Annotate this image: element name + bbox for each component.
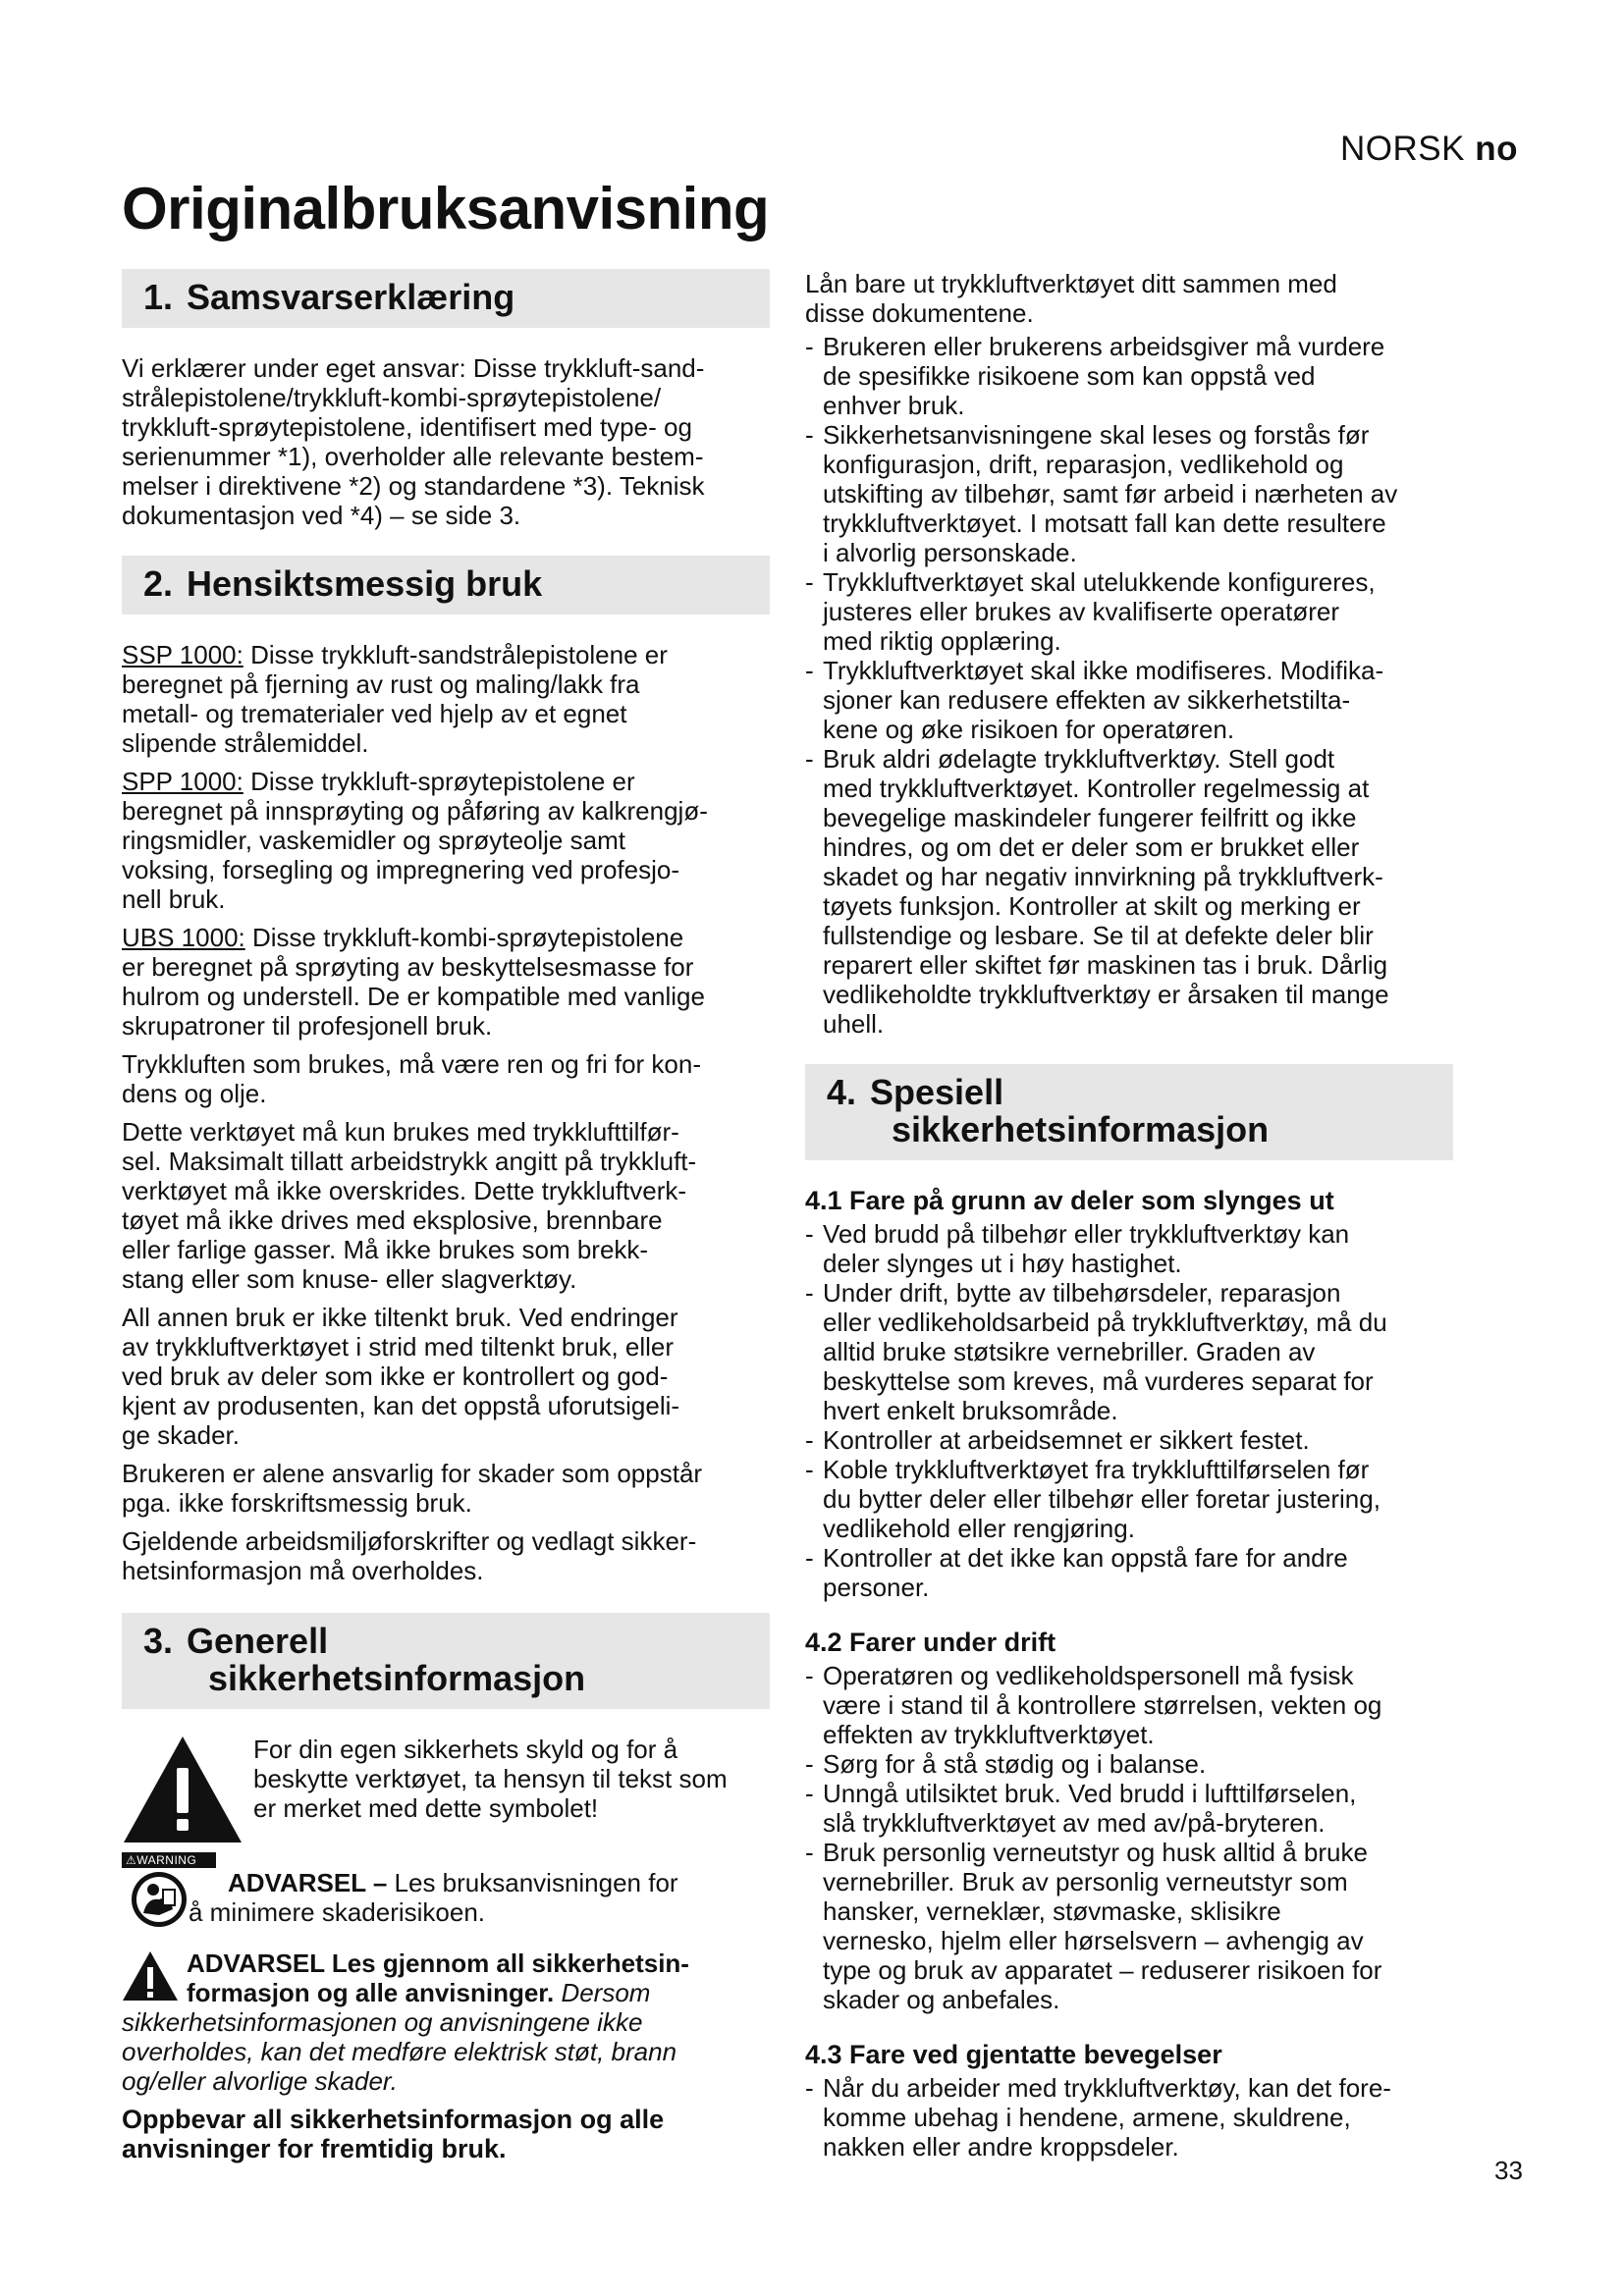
section-2-heading	[122, 556, 770, 614]
symbol-explanation-text: For din egen sikkerhets skyld og for å beskytte verktøyet, ta hensyn til tekst som er merket med dette symbolet!	[253, 1735, 728, 1823]
page-title: Originalbruksanvisning	[122, 176, 770, 241]
spp-model-label: SPP 1000:	[122, 767, 244, 796]
section-number: 1.	[143, 277, 174, 317]
subsection-4-1-heading: 4.1 Fare på grunn av deler som slynges ut	[805, 1186, 1334, 1215]
lending-note: Lån bare ut trykkluftverktøyet ditt sammen med disse dokumentene.	[805, 269, 1337, 328]
list-item: - Sørg for å stå stødig og i balanse.	[805, 1749, 1453, 1779]
operation-hazards-list	[805, 1661, 1453, 2014]
subsection-4-3-heading: 4.3 Fare ved gjentatte bevegelser	[805, 2040, 1222, 2069]
list-item: - Trykkluftverktøyet skal ikke modifiseres. Modifika- sjoner kan redusere effekten av sikkerhetstilta- kene og øke risikoen for operatøren.	[805, 656, 1453, 744]
manual-reader-icon	[130, 1870, 189, 1929]
spp-paragraph: SPP 1000: Disse trykkluft-sprøytepistolene er beregnet på innsprøyting og påføring av kalkrengjø- ringsmidler, vaskemidler og sprøyteolje samt voksing, forsegling og impregnering ved profesjo- nell bruk.	[122, 767, 708, 914]
read-manual-warning	[122, 1852, 770, 1935]
page-number: 33	[1494, 2156, 1523, 2185]
list-item: - Bruk aldri ødelagte trykkluftverktøy. Stell godt med trykkluftverktøyet. Kontroller regelmessig at bevegelige maskindeler fungerer feilfritt og ikke hindres, og om det er deler som er brukket eller skadet og har negativ innvirkning på trykkluftverk- tøyets funksjon. Kontroller at skilt og merking er fullstendige og lesbare. Se til at defekte deler blir reparert eller skiftet før maskinen tas i bruk. Dårlig vedlikeholdte trykkluftverktøy er årsaken til mange uhell.	[805, 744, 1453, 1039]
list-item: - Sikkerhetsanvisningene skal leses og forstås før konfigurasjon, drift, reparasjon, vedlikehold og utskifting av tilbehør, samt før arbeid i nærheten av trykkluftverktøyet. I motsatt fall kan dette resultere i alvorlig personskade.	[805, 420, 1453, 567]
language-indicator	[1340, 130, 1518, 169]
ubs-model-label: UBS 1000:	[122, 923, 245, 952]
warning-triangle-small-icon	[122, 1950, 179, 2002]
section-title-line-2: sikkerhetsinformasjon	[892, 1109, 1270, 1149]
list-item: - Ved brudd på tilbehør eller trykkluftverktøy kan deler slynges ut i høy hastighet.	[805, 1219, 1453, 1278]
declaration-text: Vi erklærer under eget ansvar: Disse trykkluft-sand- strålepistolene/trykkluft-kombi-sprøytepistolene/ trykkluft-sprøytepistolene, identifisert med type- og serienummer *1), overholder alle relevante bestem- melser i direktivene *2) og standardene *3). Teknisk dokumentasjon ved *4) – se side 3.	[122, 353, 705, 530]
unintended-use-paragraph: All annen bruk er ikke tiltenkt bruk. Ved endringer av trykkluftverktøyet i strid med tiltenkt bruk, eller ved bruk av deler som ikke er kontrollert og god- kjent av produsenten, kan det oppstå uforutsigeli- ge skader.	[122, 1303, 680, 1450]
list-item: - Koble trykkluftverktøyet fra trykklufttilførselen før du bytter deler eller tilbehør eller foretar justering, vedlikehold eller rengjøring.	[805, 1455, 1453, 1543]
read-all-warning: ADVARSEL Les gjennom all sikkerhetsin- formasjon og alle anvisninger. Dersom sikkerhetsinformasjonen og anvisningene ikke overholdes, kan det medføre elektrisk støt, brann og/eller alvorlige skader.	[122, 1949, 689, 2096]
warning-triangle-icon	[122, 1735, 244, 1844]
list-item: - Operatøren og vedlikeholdspersonell må fysisk være i stand til å kontrollere størrelsen, vekten og effekten av trykkluftverktøyet.	[805, 1661, 1453, 1749]
air-quality-paragraph: Trykkluften som brukes, må være ren og fri for kon- dens og olje.	[122, 1049, 702, 1108]
list-item: - Unngå utilsiktet bruk. Ved brudd i lufttilførselen, slå trykkluftverktøyet av med av/på-bryteren.	[805, 1779, 1453, 1838]
section-number: 4.	[827, 1072, 857, 1112]
list-item: - Når du arbeider med trykkluftverktøy, kan det fore- komme ubehag i hendene, armene, skuldrene, nakken eller andre kroppsdeler.	[805, 2073, 1453, 2162]
section-1-heading	[122, 269, 770, 328]
right-column	[805, 269, 1453, 2167]
list-item: - Bruk personlig verneutstyr og husk alltid å bruke vernebriller. Bruk av personlig verneutstyr som hansker, verneklær, støvmaske, sklisikre vernesko, hjelm eller hørselsvern – avhengig av type og bruk av apparatet – reduserer risikoen for skader og anbefales.	[805, 1838, 1453, 2014]
general-safety-list	[805, 332, 1453, 1039]
list-item: - Trykkluftverktøyet skal utelukkende konfigureres, justeres eller brukes av kvalifiserte operatører med riktig opplæring.	[805, 567, 1453, 656]
language-code: no	[1475, 130, 1518, 168]
section-title-line-1: Generell	[187, 1621, 329, 1661]
ssp-model-label: SSP 1000:	[122, 640, 244, 669]
section-title-line-2: sikkerhetsinformasjon	[208, 1658, 586, 1698]
section-number: 2.	[143, 563, 174, 604]
list-item: - Kontroller at det ikke kan oppstå fare for andre personer.	[805, 1543, 1453, 1602]
section-4-heading	[805, 1064, 1453, 1160]
repetitive-motion-list	[805, 2073, 1453, 2162]
left-column	[122, 269, 770, 2172]
list-item: - Kontroller at arbeidsemnet er sikkert festet.	[805, 1425, 1453, 1455]
keep-instructions-note: Oppbevar all sikkerhetsinformasjon og alle anvisninger for fremtidig bruk.	[122, 2105, 665, 2163]
tool-usage-paragraph: Dette verktøyet må kun brukes med trykklufttilfør- sel. Maksimalt tillatt arbeidstrykk angitt på trykkluft- verktøyet må ikke overskrides. Dette trykkluftverk- tøyet må ikke drives med eksplosive, brennbare eller farlige gasser. Må ikke brukes som brekk- stang eller som knuse- eller slagverktøy.	[122, 1117, 697, 1294]
subsection-4-2-heading: 4.2 Farer under drift	[805, 1628, 1056, 1657]
read-manual-warning-text: ADVARSEL – Les bruksanvisningen for å minimere skaderisikoen.	[189, 1868, 678, 1927]
ejected-parts-list	[805, 1219, 1453, 1602]
list-item: - Brukeren eller brukerens arbeidsgiver må vurdere de spesifikke risikoene som kan oppstå ved enhver bruk.	[805, 332, 1453, 420]
user-responsibility-paragraph: Brukeren er alene ansvarlig for skader som oppstår pga. ikke forskriftsmessig bruk.	[122, 1459, 703, 1518]
ubs-paragraph: UBS 1000: Disse trykkluft-kombi-sprøytepistolene er beregnet på sprøyting av beskyttelsesmasse for hulrom og understell. De er kompatible med vanlige skrupatroner til profesjonell bruk.	[122, 923, 705, 1041]
list-item: - Under drift, bytte av tilbehørsdeler, reparasjon eller vedlikeholdsarbeid på trykkluftverktøy, må du alltid bruke støtsikre vernebriller. Graden av beskyttelse som kreves, må vurderes separat for hvert enkelt bruksområde.	[805, 1278, 1453, 1425]
ssp-paragraph: SSP 1000: Disse trykkluft-sandstrålepistolene er beregnet på fjerning av rust og maling/lakk fra metall- og trematerialer ved hjelp av et egnet slipende strålemiddel.	[122, 640, 668, 758]
section-title: Hensiktsmessig bruk	[187, 563, 543, 604]
symbol-explanation	[122, 1735, 770, 1844]
section-title: Samsvarserklæring	[187, 277, 515, 317]
section-number: 3.	[143, 1621, 174, 1661]
warning-badge: ⚠WARNING	[122, 1852, 216, 1868]
section-title-line-1: Spesiell	[870, 1072, 1004, 1112]
language-word: NORSK	[1340, 130, 1465, 168]
section-3-heading	[122, 1613, 770, 1709]
regulations-paragraph: Gjeldende arbeidsmiljøforskrifter og vedlagt sikker- hetsinformasjon må overholdes.	[122, 1526, 697, 1585]
